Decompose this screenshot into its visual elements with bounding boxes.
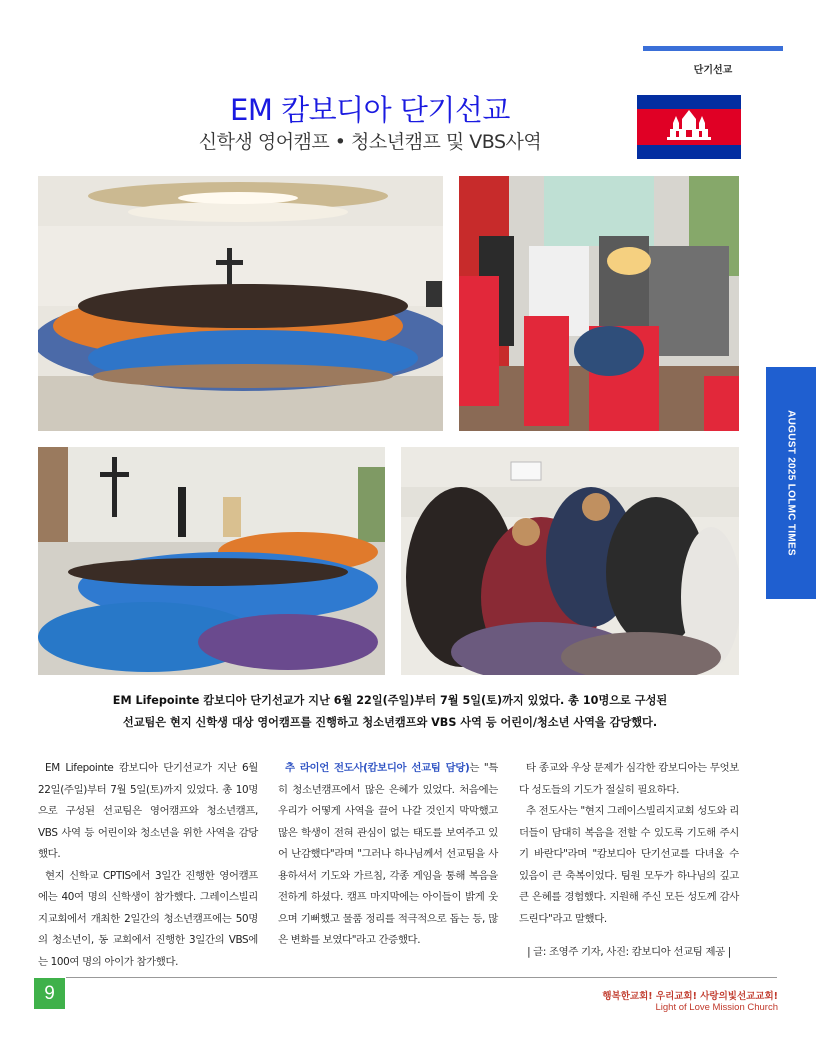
article-paragraph: 타 종교와 우상 문제가 심각한 캄보디아는 무엇보다 성도들의 기도가 절실히 필요하다. [519,762,739,796]
page-subtitle: 신학생 영어캠프 • 청소년캠프 및 VBS사역 [198,131,542,153]
side-tab [766,367,816,599]
photo-prayer-circle [401,447,739,675]
article-paragraph [278,758,498,952]
section-label: 단기선교 [693,65,733,76]
article-paragraph: 추 전도사는 "현지 그레이스빌리지교회 성도와 리더들이 담대히 복음을 전할 수 있도록 기도해 주시기 바란다"라며 "캄보디아 단기선교를 다녀올 수 있음이 큰 축복이었다. 팀원 모두가 하나님의 깊고 큰 은혜를 경험했다. 지원해 주신 모든 성도께 감사드린다"라고 말했다. [519,805,739,925]
article-paragraph: 현지 신학교 CPTIS에서 3일간 진행한 영어캠프에는 40여 명의 신학생이 참가했다. 그레이스빌리지교회에서 개최한 2일간의 청소년캠프에는 50명의 청소년이, 동 교회에서 진행한 3일간의 VBS에는 100여 명의 아이가 참가했다. [38,869,258,968]
cambodia-flag-icon [637,95,741,159]
page-number: 9 [34,978,65,1009]
article-column-3 [519,758,739,964]
photo-church-group [38,176,443,431]
article-column-2 [278,758,498,952]
article-credit: | 글: 조영주 기자, 사진: 캄보디아 선교팀 제공 | [527,946,731,958]
footer-slogan-english: Light of Love Mission Church [655,1002,778,1013]
photo-caption [40,690,740,734]
footer-rule [66,977,777,978]
photo-vbs-children-seated [38,447,385,675]
footer-slogan-korean: 행복한교회! 우리교회! 사랑의빛선교교회! [602,991,778,1002]
caption-line-2: 선교팀은 현지 신학생 대상 영어캠프를 진행하고 청소년캠프와 VBS 사역 등 어린이/청소년 사역을 감당했다. [122,716,658,729]
side-tab-text: AUGUST 2025 LOLMC TIMES [785,410,797,556]
photo-prayer-session [459,176,739,431]
caption-line-1: EM Lifepointe 캄보디아 단기선교가 지난 6월 22일(주일)부터 7월 5일(토)까지 있었다. 총 10명으로 구성된 [112,694,668,707]
article-text: 는 "특히 청소년캠프에서 많은 은혜가 있었다. 처음에는 우리가 어떻게 사역을 끌어 나갈 것인지 막막했고 많은 학생이 전혀 관심이 없는 태도를 보여주고 있어 난감했다"라며 "그러나 하나님께서 선교팀을 사용하셔서 기도와 가르침, 각종 게임을 통해 복음을 전하게 하셨다. 캠프 마지막에는 아이들이 밝게 웃으며 기뻐했고 물품 정리를 적극적으로 돕는 등, 많은 변화를 보였다"라고 간증했다. [278,762,498,946]
article-highlight: 추 라이언 전도사(캄보디아 선교팀 담당) [285,762,470,774]
article-column-1 [38,758,258,973]
top-accent-rule [643,46,783,51]
article-paragraph: EM Lifepointe 캄보디아 단기선교가 지난 6월 22일(주일)부터 7월 5일(토)까지 있었다. 총 10명으로 구성된 선교팀은 영어캠프와 청소년캠프, VBS 사역 등 어린이와 청소년을 위한 사역을 감당했다. [38,762,258,860]
page-title: EM 캄보디아 단기선교 [230,93,510,127]
